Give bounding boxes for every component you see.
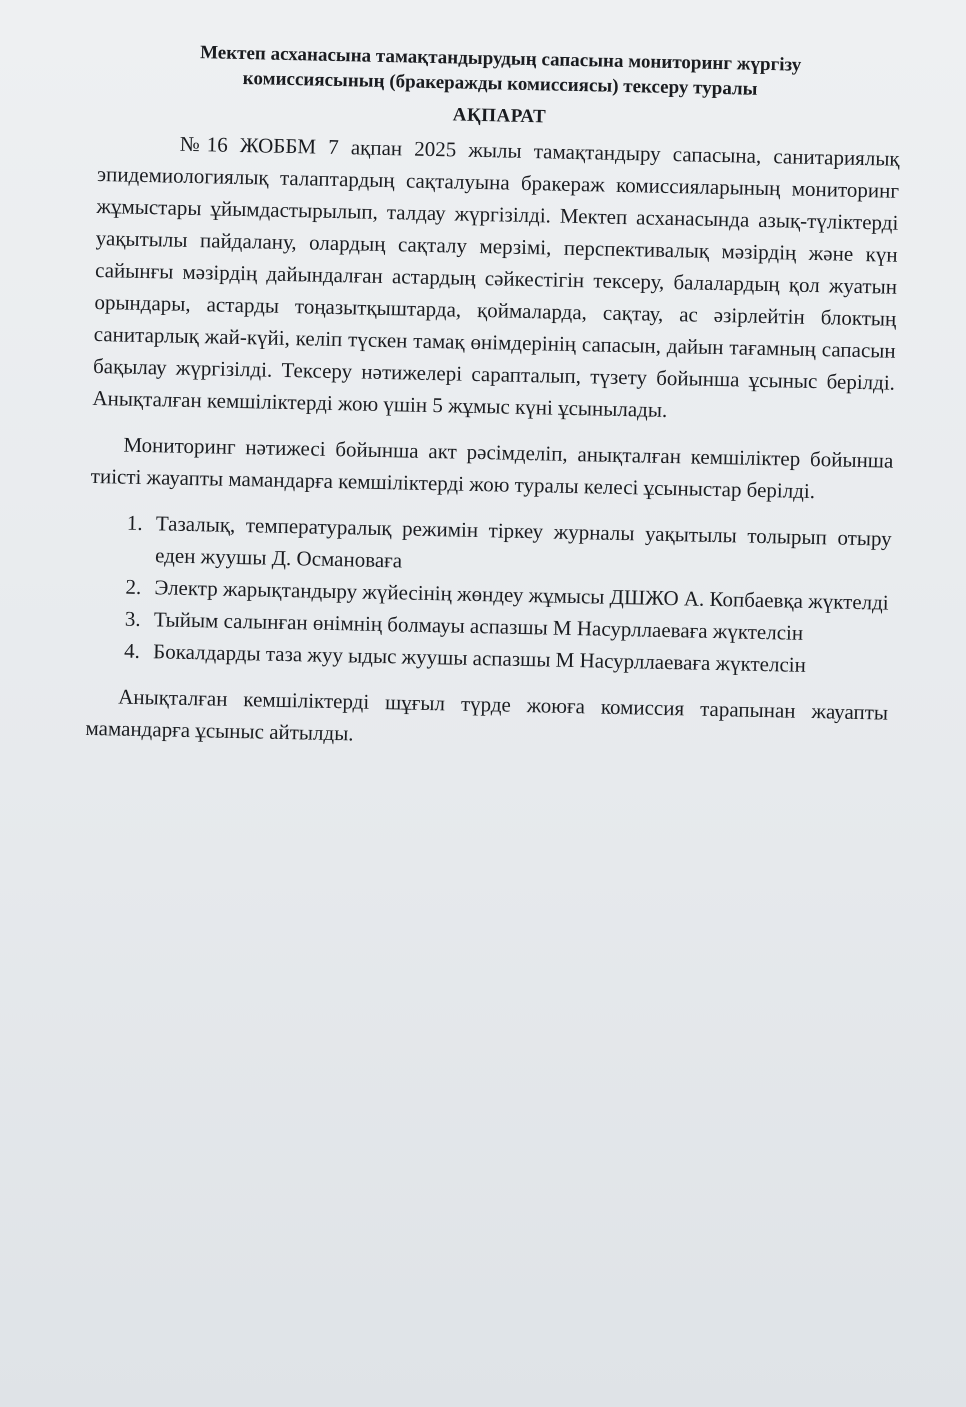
document-heading — [99, 38, 902, 105]
paragraph-intro: №16 ЖОББМ 7 ақпан 2025 жылы тамақтандыру сапасына, санитариялық эпидемиологиялық талаптардың сақталуына бракераж комиссияларының мониторинг жұмыстары ұйымдастырылып, талдау жүргізілді. Мектеп асханасында азық-түліктерді уақытылы пайдалану, олардың сақталу мерзімі, перспективалық мәзірдің және күн сайынғы мәзірдің дайындалған астардың сәйкестігін тексеру, балалардың қол жуатын орындары, астарды тоңазытқыштарда, қоймаларда, сақтау, ас әзірлейтін блоктың санитарлық жай-күйі, келіп түскен тамақ өнімдерінің сапасын, дайын тағамның сапасын бақылау жүргізілді. Тексеру нәтижелері сарапталып, түзету бойынша ұсыныс берілді. Анықталған кемшіліктерді жою үшін 5 жұмыс күні ұсынылады. — [92, 131, 900, 422]
paragraph-conclusion: Анықталған кемшіліктерді шұғыл түрде жоюға комиссия тарапынан жауапты мамандарға ұсыныс айтылды. — [85, 684, 889, 746]
document-content — [85, 38, 902, 761]
recommendation-list — [87, 506, 892, 683]
heading-line-2: комиссиясының (бракеражды комиссиясы) тексеру туралы — [242, 68, 758, 100]
paragraph-recommendations: Мониторинг нәтижесі бойынша акт рәсімделіп, анықталған кемшіліктер бойынша тиісті жауапты мамандарға кемшіліктерді жою туралы келесі ұсыныстар берілді. — [90, 432, 894, 504]
list-item: 1. Тазалық, температуралық режимін тіркеу журналы уақытылы толырып отыру еден жуушы Д. Османоваға — [147, 507, 892, 587]
document-title: АҚПАРАТ — [452, 104, 547, 128]
list-item: 2. Электр жарықтандыру жүйесінің жөндеу жұмысы ДШЖО А. Копбаевқа жүктелді — [146, 571, 891, 619]
list-item: 3. Тыйым салынған өнімнің болмауы аспазшы М Насурллаеваға жүктелсін — [146, 603, 891, 651]
heading-line-1: Мектеп асханасына тамақтандырудың сапасына мониторинг жүргізу — [199, 42, 802, 76]
list-item: 4. Бокалдарды таза жуу ыдыс жуушы аспазшы М Насурллаеваға жүктелсін — [145, 635, 890, 683]
